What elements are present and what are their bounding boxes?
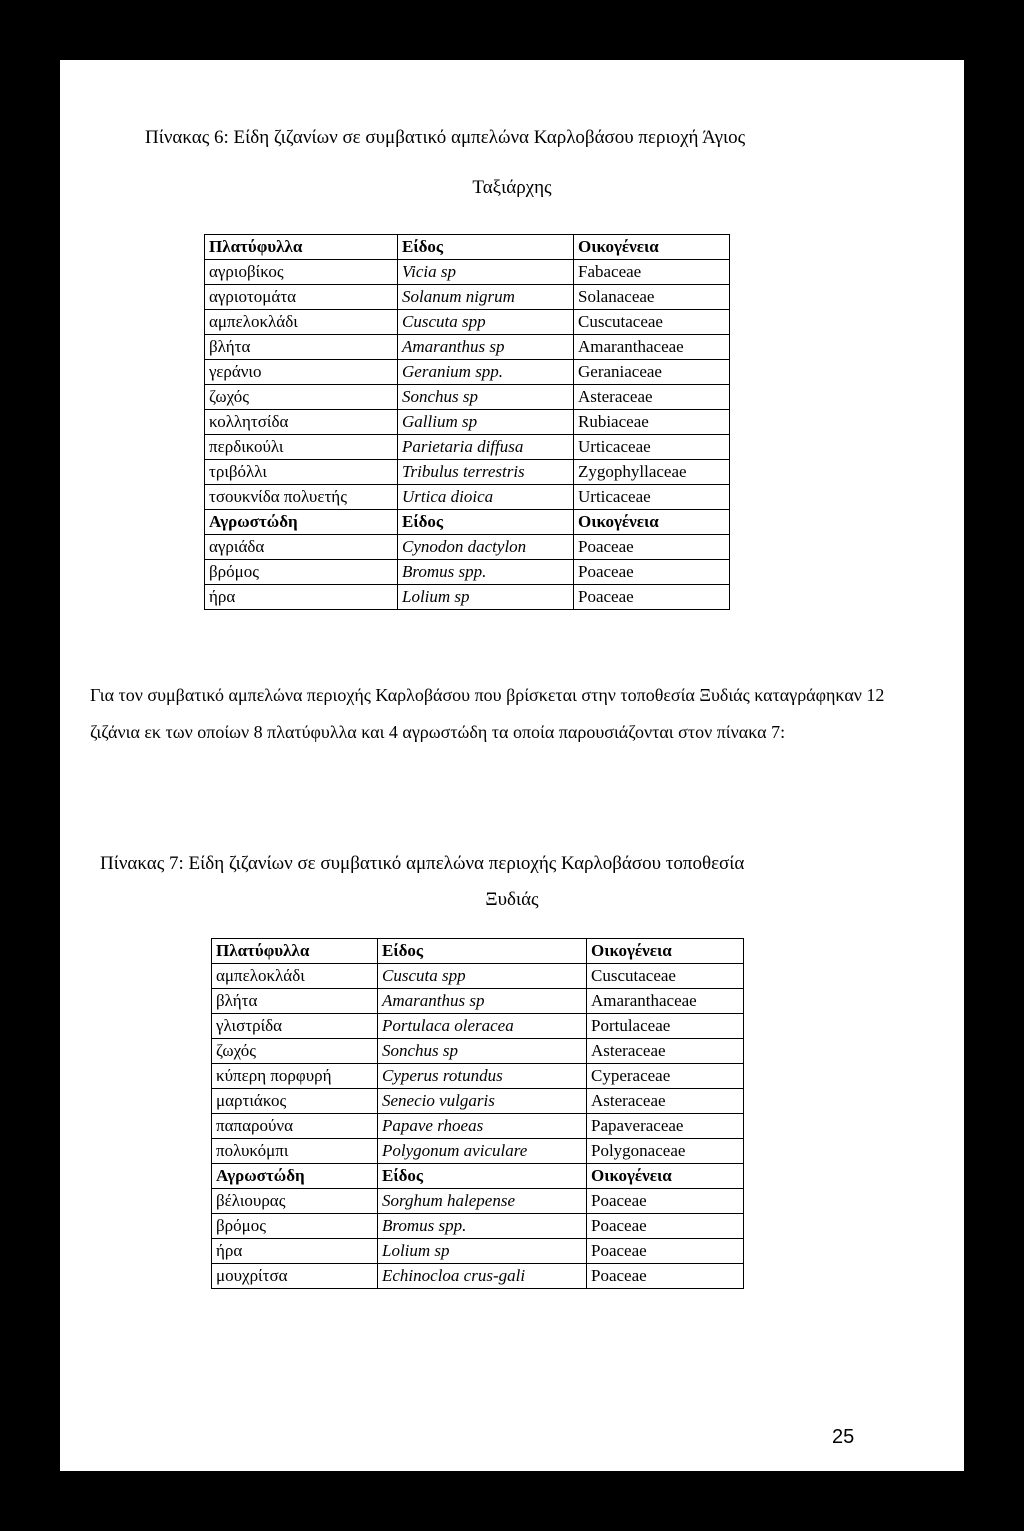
common-name-cell: πολυκόμπι	[212, 1139, 378, 1164]
common-name-cell: ζωχός	[205, 385, 398, 410]
table-row	[205, 435, 730, 460]
family-cell: Portulaceae	[587, 1014, 744, 1039]
family-cell: Urticaceae	[574, 485, 730, 510]
family-cell: Οικογένεια	[574, 510, 730, 535]
common-name-cell: αμπελοκλάδι	[212, 964, 378, 989]
table-row	[205, 335, 730, 360]
table-row	[205, 485, 730, 510]
family-cell: Poaceae	[587, 1264, 744, 1289]
common-name-cell: γεράνιο	[205, 360, 398, 385]
body-paragraph: Για τον συμβατικό αμπελώνα περιοχής Καρλοβάσου που βρίσκεται στην τοποθεσία Ξυδιάς καταγράφηκαν 12 ζιζάνια εκ των οποίων 8 πλατύφυλλα και 4 αγρωστώδη τα οποία παρουσιάζονται στον πίνακα 7:	[90, 685, 885, 742]
common-name-cell: Πλατύφυλλα	[205, 235, 398, 260]
common-name-cell: παπαρούνα	[212, 1114, 378, 1139]
species-cell: Polygonum aviculare	[378, 1139, 587, 1164]
species-cell: Urtica dioica	[398, 485, 574, 510]
species-cell: Amaranthus sp	[378, 989, 587, 1014]
table6-caption: Πίνακας 6: Είδη ζιζανίων σε συμβατικό αμπελώνα Καρλοβάσου περιοχή Άγιος	[145, 127, 746, 148]
species-cell: Sorghum halepense	[378, 1189, 587, 1214]
family-cell: Cuscutaceae	[587, 964, 744, 989]
common-name-cell: βλήτα	[212, 989, 378, 1014]
species-cell: Vicia sp	[398, 260, 574, 285]
family-cell: Rubiaceae	[574, 410, 730, 435]
species-cell: Echinocloa crus-gali	[378, 1264, 587, 1289]
common-name-cell: μουχρίτσα	[212, 1264, 378, 1289]
table-row	[212, 1239, 744, 1264]
common-name-cell: περδικούλι	[205, 435, 398, 460]
common-name-cell: αγριοτομάτα	[205, 285, 398, 310]
family-cell: Amaranthaceae	[574, 335, 730, 360]
species-cell: Geranium spp.	[398, 360, 574, 385]
species-cell: Papave rhoeas	[378, 1114, 587, 1139]
common-name-cell: Αγρωστώδη	[205, 510, 398, 535]
species-cell: Είδος	[398, 235, 574, 260]
table6-weeds	[204, 234, 730, 610]
common-name-cell: βρόμος	[212, 1214, 378, 1239]
common-name-cell: τριβόλλι	[205, 460, 398, 485]
common-name-cell: Πλατύφυλλα	[212, 939, 378, 964]
table6-caption-cont: Ταξιάρχης	[472, 177, 552, 198]
common-name-cell: αγριοβίκος	[205, 260, 398, 285]
common-name-cell: Αγρωστώδη	[212, 1164, 378, 1189]
table-header-row	[205, 510, 730, 535]
common-name-cell: γλιστρίδα	[212, 1014, 378, 1039]
table7-weeds	[211, 938, 744, 1289]
common-name-cell: τσουκνίδα πολυετής	[205, 485, 398, 510]
table-row	[212, 1264, 744, 1289]
family-cell: Poaceae	[587, 1189, 744, 1214]
family-cell: Zygophyllaceae	[574, 460, 730, 485]
species-cell: Cuscuta spp	[398, 310, 574, 335]
common-name-cell: αμπελοκλάδι	[205, 310, 398, 335]
common-name-cell: μαρτιάκος	[212, 1089, 378, 1114]
family-cell: Papaveraceae	[587, 1114, 744, 1139]
common-name-cell: κύπερη πορφυρή	[212, 1064, 378, 1089]
family-cell: Urticaceae	[574, 435, 730, 460]
family-cell: Poaceae	[587, 1214, 744, 1239]
table-row	[212, 1039, 744, 1064]
common-name-cell: βλήτα	[205, 335, 398, 360]
table7-caption-cont: Ξυδιάς	[485, 889, 539, 910]
table-row	[205, 560, 730, 585]
family-cell: Asteraceae	[587, 1089, 744, 1114]
species-cell: Gallium sp	[398, 410, 574, 435]
common-name-cell: αγριάδα	[205, 535, 398, 560]
species-cell: Cynodon dactylon	[398, 535, 574, 560]
family-cell: Asteraceae	[587, 1039, 744, 1064]
common-name-cell: ζωχός	[212, 1039, 378, 1064]
table-row	[205, 585, 730, 610]
species-cell: Είδος	[378, 939, 587, 964]
table-row	[212, 1189, 744, 1214]
family-cell: Poaceae	[574, 535, 730, 560]
species-cell: Portulaca oleracea	[378, 1014, 587, 1039]
species-cell: Senecio vulgaris	[378, 1089, 587, 1114]
family-cell: Poaceae	[574, 560, 730, 585]
table-row	[212, 1064, 744, 1089]
species-cell: Lolium sp	[398, 585, 574, 610]
family-cell: Geraniaceae	[574, 360, 730, 385]
table-row	[212, 1089, 744, 1114]
table-row	[205, 310, 730, 335]
table-header-row	[212, 1164, 744, 1189]
family-cell: Poaceae	[587, 1239, 744, 1264]
table-row	[212, 1139, 744, 1164]
family-cell: Polygonaceae	[587, 1139, 744, 1164]
species-cell: Parietaria diffusa	[398, 435, 574, 460]
species-cell: Είδος	[378, 1164, 587, 1189]
table-row	[205, 285, 730, 310]
common-name-cell: βέλιουρας	[212, 1189, 378, 1214]
table-header-row	[212, 939, 744, 964]
species-cell: Sonchus sp	[378, 1039, 587, 1064]
table-row	[212, 989, 744, 1014]
table-header-row	[205, 235, 730, 260]
family-cell: Poaceae	[574, 585, 730, 610]
table-row	[212, 1014, 744, 1039]
table-row	[205, 460, 730, 485]
family-cell: Solanaceae	[574, 285, 730, 310]
family-cell: Οικογένεια	[587, 939, 744, 964]
document-page	[60, 60, 964, 1471]
species-cell: Cyperus rotundus	[378, 1064, 587, 1089]
family-cell: Asteraceae	[574, 385, 730, 410]
common-name-cell: κολλητσίδα	[205, 410, 398, 435]
species-cell: Solanum nigrum	[398, 285, 574, 310]
table7-caption: Πίνακας 7: Είδη ζιζανίων σε συμβατικό αμπελώνα περιοχής Καρλοβάσου τοποθεσία	[100, 853, 745, 874]
family-cell: Amaranthaceae	[587, 989, 744, 1014]
table-row	[212, 1114, 744, 1139]
table-row	[212, 964, 744, 989]
table-row	[212, 1214, 744, 1239]
family-cell: Cuscutaceae	[574, 310, 730, 335]
species-cell: Είδος	[398, 510, 574, 535]
species-cell: Tribulus terrestris	[398, 460, 574, 485]
table-row	[205, 260, 730, 285]
species-cell: Bromus spp.	[398, 560, 574, 585]
common-name-cell: ήρα	[205, 585, 398, 610]
species-cell: Amaranthus sp	[398, 335, 574, 360]
common-name-cell: ήρα	[212, 1239, 378, 1264]
species-cell: Lolium sp	[378, 1239, 587, 1264]
page-number: 25	[832, 1426, 855, 1448]
table-row	[205, 360, 730, 385]
species-cell: Bromus spp.	[378, 1214, 587, 1239]
family-cell: Cyperaceae	[587, 1064, 744, 1089]
table-row	[205, 535, 730, 560]
species-cell: Cuscuta spp	[378, 964, 587, 989]
table-row	[205, 385, 730, 410]
common-name-cell: βρόμος	[205, 560, 398, 585]
family-cell: Οικογένεια	[587, 1164, 744, 1189]
family-cell: Fabaceae	[574, 260, 730, 285]
species-cell: Sonchus sp	[398, 385, 574, 410]
family-cell: Οικογένεια	[574, 235, 730, 260]
table-row	[205, 410, 730, 435]
